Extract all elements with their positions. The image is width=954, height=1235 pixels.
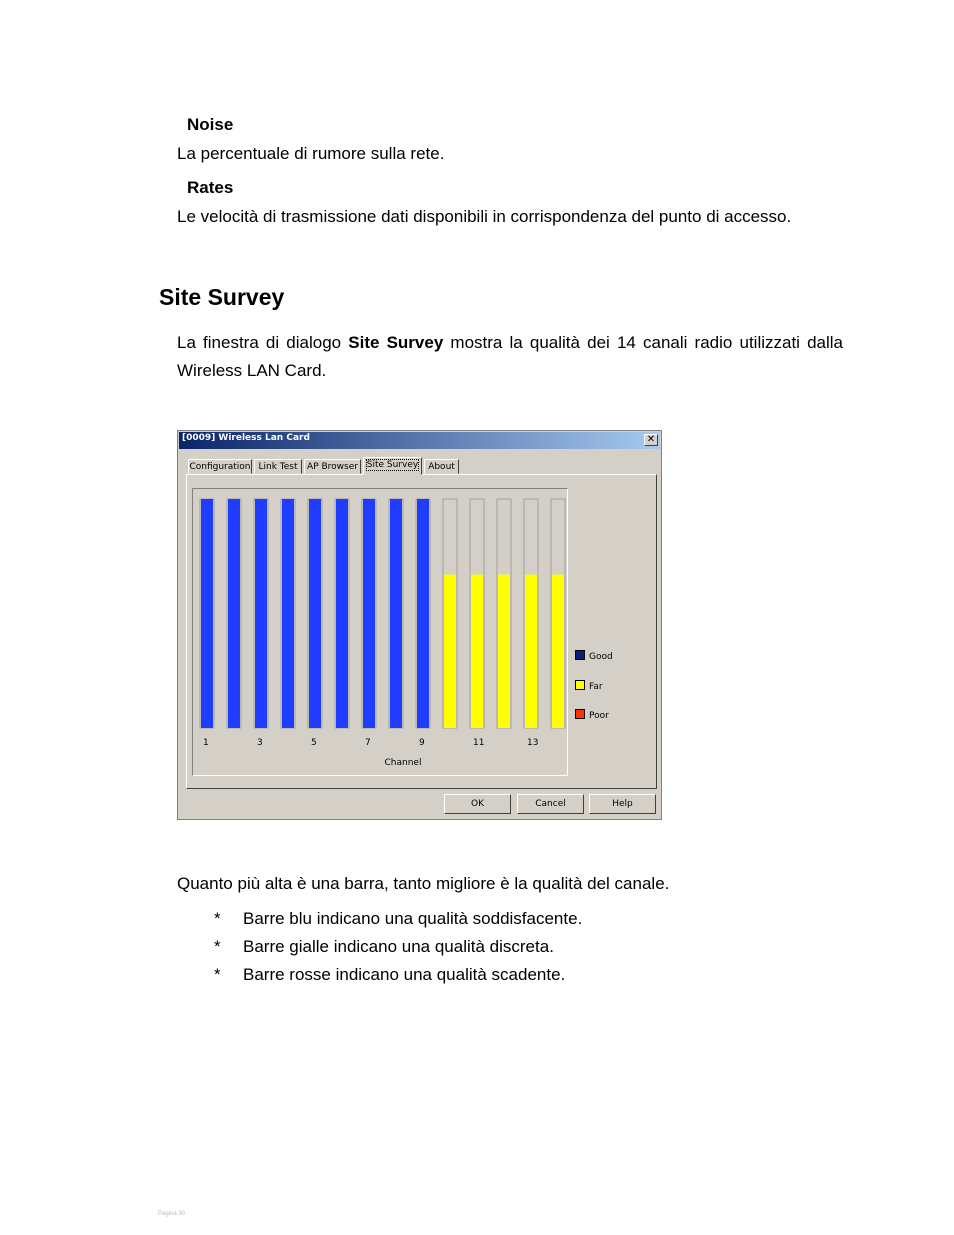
bar-channel-3 [255, 499, 267, 728]
bullet-blue: Barre blu indicano una qualità soddisfacente. [243, 909, 583, 928]
site-survey-intro [177, 329, 843, 385]
wireless-lan-card-dialog [177, 430, 662, 820]
chart-canvas [193, 489, 567, 775]
rates-description: Le velocità di trasmissione dati disponibili in corrispondenza del punto di accesso. [177, 207, 792, 226]
x-tick-label: 5 [311, 738, 317, 748]
bar-channel-9 [417, 499, 429, 728]
intro-text-bold: Site Survey [348, 333, 444, 352]
bullet-marker: * [214, 909, 221, 928]
bullet-marker: * [214, 965, 221, 984]
legend-fair-label: Far [589, 682, 603, 692]
legend-good-swatch [575, 650, 585, 660]
cancel-button[interactable]: Cancel [517, 794, 584, 814]
bullet-red: Barre rosse indicano una qualità scadente. [243, 965, 566, 984]
legend-poor-label: Poor [589, 711, 609, 721]
bar-channel-13 [525, 575, 537, 728]
dialog-title-bar[interactable] [179, 432, 660, 449]
x-tick-label: 9 [419, 738, 425, 748]
site-survey-heading: Site Survey [159, 284, 285, 310]
legend-poor [575, 709, 609, 722]
legend-fair-swatch [575, 680, 585, 690]
tab-label: About [428, 462, 455, 472]
bar-channel-14 [552, 575, 564, 728]
ok-button[interactable]: OK [444, 794, 511, 814]
legend-good-label: Good [589, 652, 613, 662]
channel-quality-chart [192, 488, 568, 776]
tab-site-survey[interactable] [363, 457, 422, 475]
x-axis-label: Channel [384, 758, 422, 768]
bar-channel-11 [471, 575, 483, 728]
tab-label: Link Test [258, 462, 298, 472]
dialog-title: [0009] Wireless Lan Card [182, 433, 310, 443]
help-button[interactable]: Help [589, 794, 656, 814]
tab-about[interactable] [424, 459, 459, 474]
noise-description: La percentuale di rumore sulla rete. [177, 144, 445, 163]
bullet-marker: * [214, 937, 221, 956]
tab-link-test[interactable] [254, 459, 302, 474]
close-button[interactable] [644, 434, 658, 446]
tab-label: Configuration [189, 462, 251, 472]
legend-fair [575, 680, 603, 693]
legend-poor-swatch [575, 709, 585, 719]
x-tick-label: 1 [203, 738, 209, 748]
rates-term: Rates [187, 178, 234, 197]
bar-channel-2 [228, 499, 240, 728]
bar-channel-1 [201, 499, 213, 728]
bar-channel-6 [336, 499, 348, 728]
explanation-lead: Quanto più alta è una barra, tanto migliore è la qualità del canale. [177, 874, 670, 893]
bar-channel-4 [282, 499, 294, 728]
noise-term: Noise [187, 115, 234, 134]
bullet-yellow: Barre gialle indicano una qualità discreta. [243, 937, 554, 956]
tab-configuration[interactable] [188, 459, 252, 474]
tab-ap-browser[interactable] [304, 459, 361, 474]
x-tick-label: 7 [365, 738, 371, 748]
x-tick-label: 11 [473, 738, 485, 748]
close-icon: ✕ [646, 434, 656, 445]
tab-label: Site Survey [366, 460, 419, 470]
x-tick-label: 3 [257, 738, 263, 748]
x-tick-label: 13 [527, 738, 539, 748]
bar-channel-5 [309, 499, 321, 728]
tab-label: AP Browser [307, 462, 358, 472]
bar-channel-8 [390, 499, 402, 728]
page-footer: Pagina 30 [158, 1211, 186, 1217]
bar-channel-10 [444, 575, 456, 728]
bar-channel-7 [363, 499, 375, 728]
legend-good [575, 650, 613, 663]
intro-text-end: mostra la qualità dei 14 canali radio utilizzati dalla Wireless LAN Card. [177, 333, 844, 380]
bar-channel-12 [498, 575, 510, 728]
intro-text-start: La finestra di dialogo [177, 333, 349, 352]
